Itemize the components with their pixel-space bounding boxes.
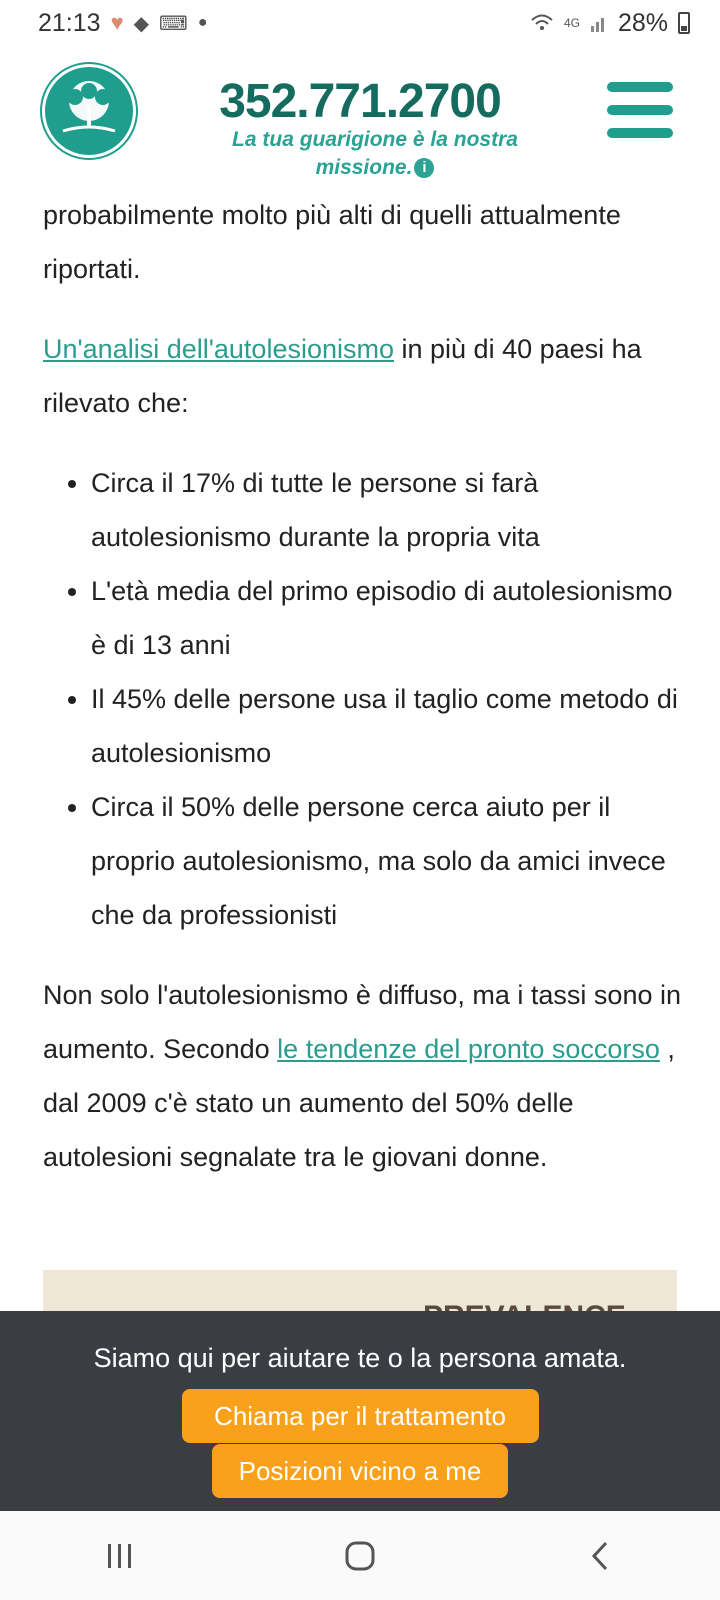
keyboard-icon: ⌨: [159, 12, 188, 35]
drive-icon: ◆: [133, 12, 150, 35]
clock: 21:13: [38, 8, 101, 37]
analysis-link[interactable]: Un'analisi dell'autolesionismo: [43, 334, 394, 364]
paragraph-2-text: in più di 40 paesi ha rilevato che:: [43, 334, 642, 418]
list-item: • L'età media del primo episodio di autolesionismo è di 13 anni: [91, 564, 683, 672]
paragraph-1: probabilmente molto più alti di quelli attualmente riportati.: [43, 200, 621, 284]
site-header: [0, 46, 720, 194]
status-bar: [0, 0, 720, 46]
paragraph-2: [43, 322, 683, 430]
list-item: • Il 45% delle persone usa il taglio come metodo di autolesionismo: [91, 672, 683, 780]
emergency-trends-link[interactable]: le tendenze del pronto soccorso: [277, 1034, 660, 1064]
cta-message: Siamo qui per aiutare te o la persona amata.: [93, 1343, 627, 1373]
hamburger-menu-icon[interactable]: [607, 82, 673, 138]
cta-bar: [0, 1311, 720, 1511]
paragraph-3-text-1: Non solo l'autolesionismo è diffuso, ma i tassi sono in aumento. Secondo: [43, 980, 681, 1064]
list-item: • Circa il 50% delle persone cerca aiuto per il proprio autolesionismo, ma solo da amici invece che da professionisti: [91, 780, 683, 942]
battery-icon: [678, 12, 690, 34]
system-nav-bar: [0, 1511, 720, 1600]
statistics-list: [43, 456, 683, 942]
wifi-icon: [530, 13, 554, 33]
heart-icon: ♥: [110, 10, 124, 35]
network-type: 4G: [563, 16, 580, 30]
back-icon[interactable]: [570, 1526, 630, 1586]
call-treatment-button[interactable]: Chiama per il trattamento: [182, 1389, 539, 1443]
article-body: [43, 188, 683, 1210]
battery-percent: 28%: [617, 8, 668, 37]
tagline: [215, 126, 535, 182]
phone-number[interactable]: 352.771.2700: [219, 75, 501, 128]
tagline-text: La tua guarigione è la nostra missione.: [232, 128, 518, 179]
signal-icon: [590, 14, 608, 32]
paragraph-3: [43, 968, 683, 1184]
home-icon[interactable]: [330, 1526, 390, 1586]
dot-icon: ●: [197, 14, 208, 31]
locations-near-me-button[interactable]: Posizioni vicino a me: [212, 1444, 508, 1498]
info-icon[interactable]: i: [414, 158, 434, 178]
list-item: • Circa il 17% di tutte le persone si farà autolesionismo durante la propria vita: [91, 456, 683, 564]
recent-apps-icon[interactable]: [90, 1526, 150, 1586]
paragraph-3-text-2: , dal 2009 c'è stato un aumento del 50% delle autolesioni segnalate tra le giovani donne.: [43, 1034, 675, 1172]
